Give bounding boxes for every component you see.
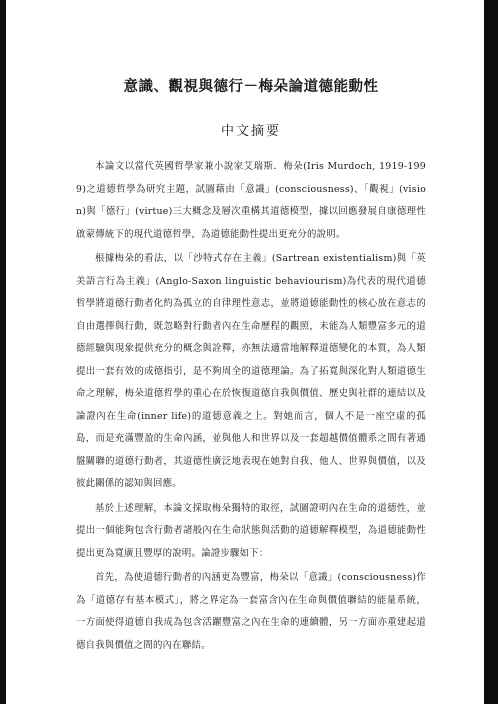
- document-content: [76, 76, 426, 659]
- scan-left-border: [0, 0, 6, 704]
- paragraph-1: 本論文以當代英國哲學家兼小說家艾瑞斯．梅朵(Iris Murdoch, 1919-1999)之道德哲學為研究主題，試圖藉由「意識」(consciousness)、「觀視」(vision)與「德行」(virtue)三大概念及層次重構其道德模型，據以回應發展自康德理性啟蒙傳統下的現代道德哲學，為道德能動性提出更充分的說明。: [76, 161, 426, 240]
- abstract-body: [76, 156, 426, 657]
- document-title: 意識、觀視與德行－梅朵論道德能動性: [123, 78, 379, 95]
- paragraph-3: 基於上述理解，本論文採取梅朵獨特的取徑，試圖證明內在生命的道德性，並提出一個能夠包含行動者諸般內在生命狀態與活動的道德解釋模型，為道德能動性提出更為寬廣且豐厚的說明。論證步驟如下：: [76, 502, 426, 559]
- scan-right-border: [484, 0, 498, 704]
- abstract-heading: 中文摘要: [220, 124, 281, 139]
- paragraph-2: 根據梅朵的看法，以「沙特式存在主義」(Sartrean existentialism)與「英美語言行為主義」(Anglo-Saxon linguistic behaviourism)為代表的現代道德哲學將道德行動者化約為孤立的自律理性意志，並將道德能動性的核心放在意志的自由選擇與行動，既忽略對行動者內在生命歷程的觀照，未能為人類豐富多元的道德經驗與現象提供充分的概念與詮釋，亦無法適當地解釋道德變化的本質，為人類提出一套有效的成德指引，是不夠周全的道德理論。為了拓寬與深化對人類道德生命之理解，梅朵道德哲學的重心在於恢復道德自我與價值、歷史與社群的連結以及論證內在生命(inner life)的道德意義之上。對她而言，個人不是一座空虛的孤島，而是充滿豐盈的生命內涵，並與他人和世界以及一套超越價值體系之間有著通盤關聯的道德行動者，其道德性廣泛地表現在她對自我、他人、世界與價值，以及彼此關係的認知與回應。: [76, 253, 426, 489]
- paragraph-4: 首先，為使道德行動者的內涵更為豐富，梅朵以「意識」(consciousness)作為「道德存有基本模式」，將之界定為一套富含內在生命與價值聯結的能量系統，一方面使得道德自我成為包含活躍豐富之內在生命的連續體，另一方面亦重建起道德自我與價值之間的內在聯結。: [76, 572, 426, 651]
